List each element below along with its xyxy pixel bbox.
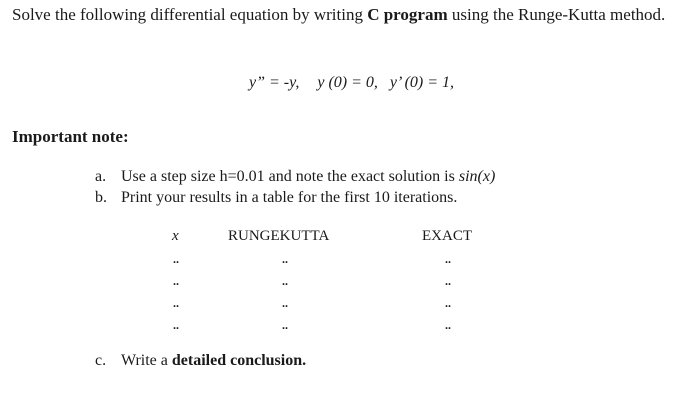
placeholder-cell: ..	[173, 296, 179, 310]
placeholder-cell: ..	[173, 274, 179, 288]
placeholder-cell: ..	[445, 296, 451, 310]
table-header-rungekutta: RUNGEKUTTA	[228, 228, 330, 244]
item-c-marker: c.	[95, 352, 107, 369]
placeholder-cell: ..	[282, 296, 288, 310]
note-item-c	[95, 352, 306, 370]
placeholder-cell: ..	[173, 318, 179, 332]
item-b-text: Print your results in a table for the first 10 iterations.	[121, 189, 458, 206]
intro-text-after: using the Runge-Kutta method.	[447, 5, 666, 24]
placeholder-cell: ..	[445, 252, 451, 266]
intro-bold-c-program: C program	[367, 5, 448, 24]
item-c-text: Write a	[121, 352, 172, 369]
problem-statement	[12, 4, 692, 26]
initial-condition-y: y (0) = 0,	[317, 74, 378, 91]
initial-condition-yprime: y’ (0) = 1,	[389, 74, 455, 91]
table-header-exact: EXACT	[422, 228, 472, 244]
placeholder-cell: ..	[282, 252, 288, 266]
note-item-a	[95, 168, 495, 186]
note-item-b	[95, 189, 457, 207]
table-header-x: x	[172, 228, 179, 244]
item-b-marker: b.	[95, 189, 107, 206]
ode-expression: y” = -y,	[249, 74, 300, 91]
intro-text-before: Solve the following differential equation by writing	[12, 5, 368, 24]
important-note-heading: Important note:	[12, 127, 129, 146]
table-column-rungekutta-placeholders	[282, 248, 288, 336]
item-a-text: Use a step size h=0.01 and note the exact solution is	[121, 168, 459, 185]
item-c-bold: detailed conclusion.	[171, 352, 307, 369]
placeholder-cell: ..	[173, 252, 179, 266]
placeholder-cell: ..	[282, 274, 288, 288]
placeholder-cell: ..	[445, 274, 451, 288]
differential-equation	[249, 74, 454, 92]
placeholder-cell: ..	[445, 318, 451, 332]
table-column-x-placeholders	[173, 248, 179, 336]
table-column-exact-placeholders	[445, 248, 451, 336]
item-a-marker: a.	[95, 168, 107, 185]
placeholder-cell: ..	[282, 318, 288, 332]
item-a-exact-solution: sin(x)	[458, 168, 496, 185]
